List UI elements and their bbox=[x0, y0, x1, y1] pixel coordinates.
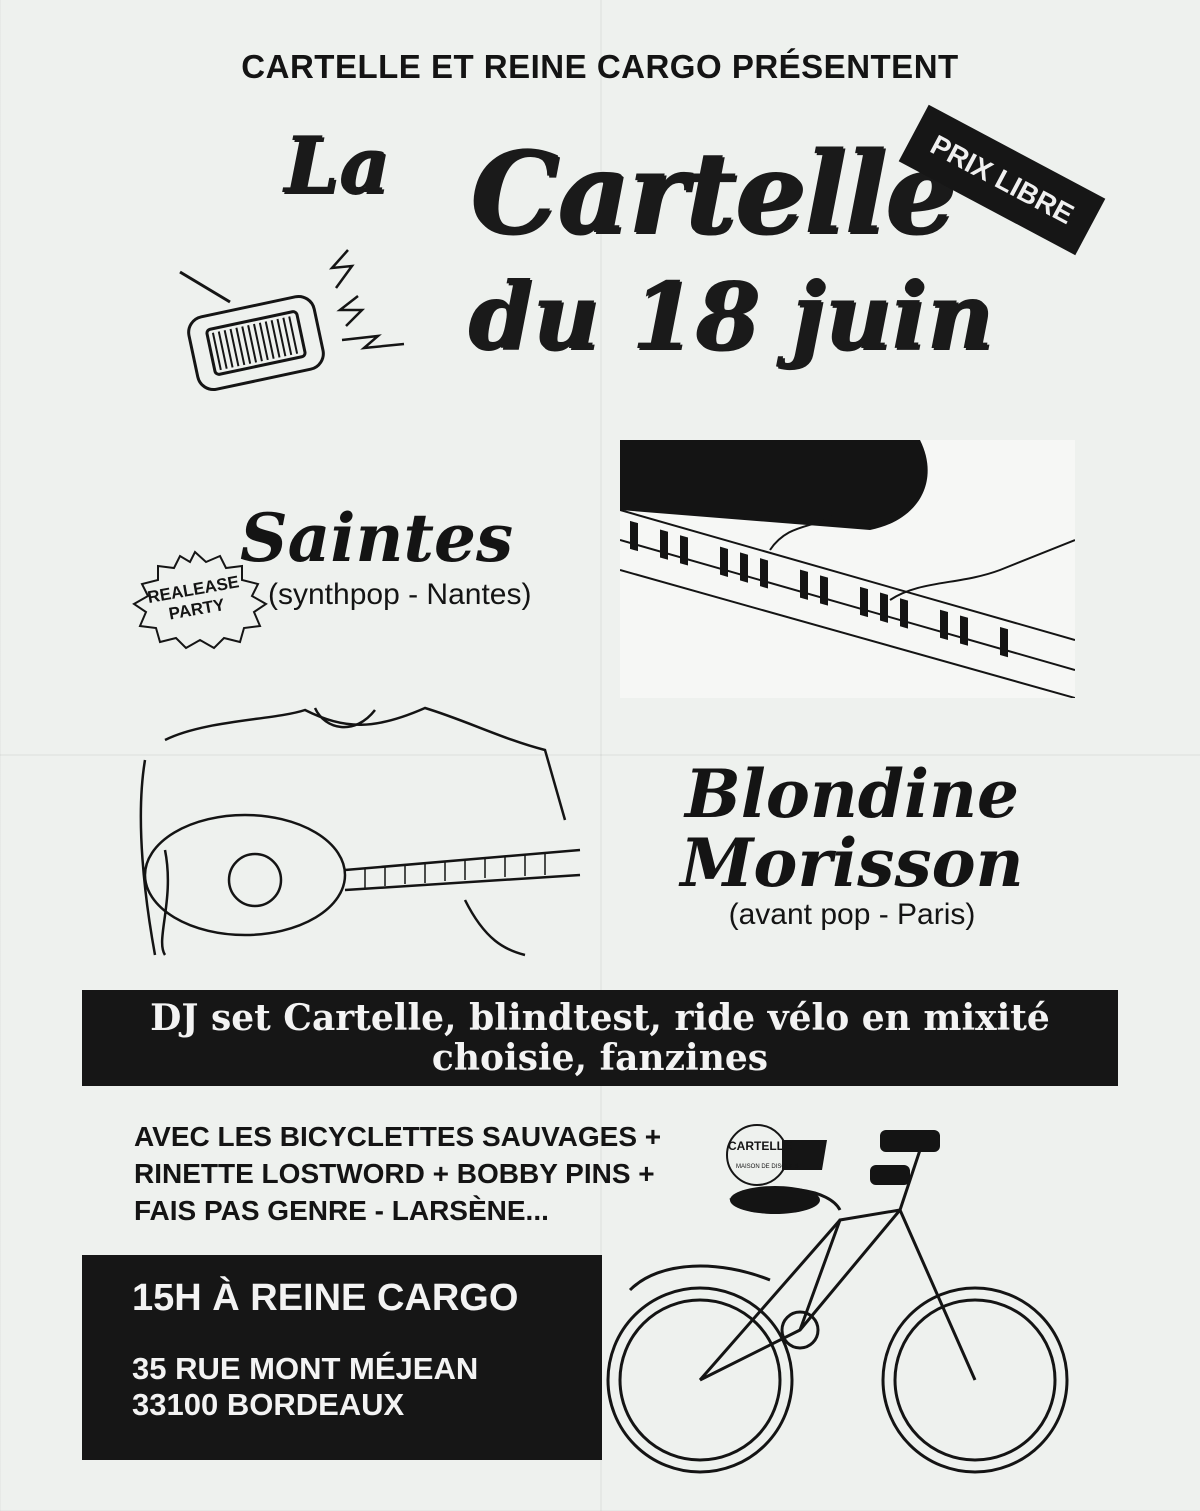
price-badge: PRIX LIBRE bbox=[899, 105, 1106, 255]
venue-time: 15H À REINE CARGO bbox=[132, 1277, 519, 1319]
guests-line-2: RINETTE LOSTWORD + BOBBY PINS + bbox=[134, 1158, 655, 1189]
band-blondine-genre: (avant pop - Paris) bbox=[728, 898, 976, 931]
keyboard-illustration bbox=[620, 440, 1075, 698]
title-cartelle: Cartelle bbox=[470, 128, 955, 259]
band-blondine-name bbox=[662, 755, 1042, 903]
venue-box bbox=[82, 1255, 602, 1460]
venue-address bbox=[132, 1351, 478, 1423]
band-saintes-name: Saintes bbox=[240, 499, 514, 577]
bicycle-illustration bbox=[600, 1120, 1080, 1500]
band-saintes-genre: (synthpop - Nantes) bbox=[268, 578, 532, 611]
radio-icon bbox=[170, 262, 330, 392]
title-la: La bbox=[284, 120, 390, 211]
guests-line-1: AVEC LES BICYCLETTES SAUVAGES + bbox=[134, 1121, 662, 1152]
guitar-illustration bbox=[125, 700, 585, 962]
activities-text: DJ set Cartelle, blindtest, ride vélo en mixité choisie, fanzines bbox=[150, 997, 1050, 1079]
lightning-icon bbox=[318, 240, 408, 360]
title-date: du 18 juin bbox=[468, 262, 994, 370]
logo-main-text: CARTELLE bbox=[728, 1139, 792, 1153]
logo-sub-text: MAISON DE DISQUES bbox=[736, 1164, 799, 1170]
activities-banner bbox=[82, 990, 1118, 1086]
band-blondine-name-line2: Morisson bbox=[680, 824, 1024, 903]
guests-line-3: FAIS PAS GENRE - LARSÈNE... bbox=[134, 1195, 549, 1226]
venue-address-line2: 33100 BORDEAUX bbox=[132, 1387, 405, 1422]
venue-address-line1: 35 RUE MONT MÉJEAN bbox=[132, 1351, 479, 1386]
band-blondine-name-line1: Blondine bbox=[684, 755, 1020, 833]
release-party-label: REALEASE PARTY bbox=[146, 572, 241, 624]
guests-list bbox=[134, 1118, 661, 1229]
presenters-heading: CARTELLE ET REINE CARGO PRÉSENTENT bbox=[241, 48, 959, 85]
